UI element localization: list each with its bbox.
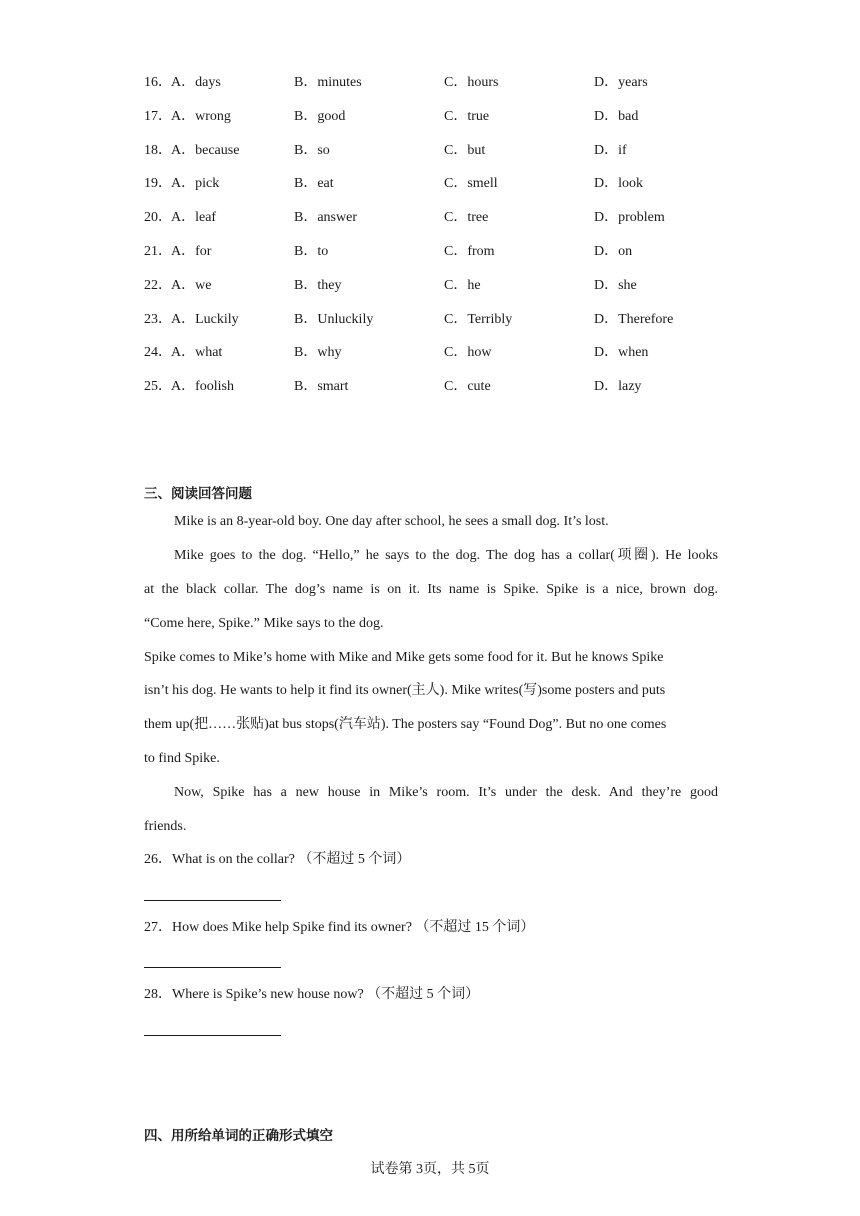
option-b: B．smart — [294, 379, 349, 394]
option-c: C．from — [444, 244, 495, 259]
answer-blank-28[interactable] — [144, 1035, 281, 1036]
option-d: D．years — [594, 75, 648, 90]
question-number: 21． — [144, 244, 172, 259]
passage-line: at the black collar. The dog’s name is on it. Its name is Spike. Spike is a nice, brown dog. — [144, 582, 718, 597]
question-number: 16． — [144, 75, 172, 90]
passage-line: friends. — [144, 819, 187, 834]
option-a: A．days — [171, 75, 221, 90]
option-row-17 — [0, 107, 860, 127]
question-26: 26．What is on the collar? （不超过 5 个词） — [144, 852, 411, 867]
passage-line: “Come here, Spike.” Mike says to the dog. — [144, 616, 384, 631]
option-c: C．cute — [444, 379, 491, 394]
passage-line: them up(把……张贴)at bus stops(汽车站). The posters say “Found Dog”. But no one comes — [144, 717, 667, 732]
passage-line: to find Spike. — [144, 751, 220, 766]
question-27: 27．How does Mike help Spike find its owner? （不超过 15 个词） — [144, 920, 535, 935]
option-d: D．on — [594, 244, 633, 259]
option-row-23 — [0, 310, 860, 330]
option-row-16 — [0, 73, 860, 93]
question-number: 19． — [144, 176, 172, 191]
question-number: 22． — [144, 278, 172, 293]
question-number: 20． — [144, 210, 172, 225]
answer-blank-26[interactable] — [144, 900, 281, 901]
page-footer: 试卷第 3页，共 5页 — [370, 1162, 490, 1177]
option-c: C．how — [444, 345, 492, 360]
option-b: B．so — [294, 143, 330, 158]
option-a: A．what — [171, 345, 223, 360]
option-b: B．they — [294, 278, 342, 293]
option-row-20 — [0, 208, 860, 228]
question-number: 18． — [144, 143, 172, 158]
option-c: C．smell — [444, 176, 498, 191]
option-c: C．tree — [444, 210, 489, 225]
option-c: C．true — [444, 109, 490, 124]
question-number: 24． — [144, 345, 172, 360]
option-b: B．Unluckily — [294, 312, 374, 327]
option-row-25 — [0, 377, 860, 397]
question-28: 28．Where is Spike’s new house now? （不超过 5 个词） — [144, 987, 480, 1002]
section-heading-reading: 三、阅读回答问题 — [144, 486, 252, 502]
option-d: D．if — [594, 143, 627, 158]
option-row-24 — [0, 343, 860, 363]
answer-blank-27[interactable] — [144, 967, 281, 968]
option-d: D．she — [594, 278, 637, 293]
passage-line: Spike comes to Mike’s home with Mike and Mike gets some food for it. But he knows Spike — [144, 650, 664, 665]
option-d: D．bad — [594, 109, 639, 124]
question-number: 25． — [144, 379, 172, 394]
passage-line: isn’t his dog. He wants to help it find its owner(主人). Mike writes(写)some posters and puts — [144, 683, 666, 698]
question-number: 17． — [144, 109, 172, 124]
option-c: C．he — [444, 278, 481, 293]
option-b: B．good — [294, 109, 346, 124]
option-b: B．eat — [294, 176, 334, 191]
passage-line: Mike goes to the dog. “Hello,” he says to the dog. The dog has a collar(项圈). He looks — [174, 548, 718, 563]
option-d: D．look — [594, 176, 643, 191]
option-row-18 — [0, 141, 860, 161]
option-d: D．lazy — [594, 379, 642, 394]
option-row-22 — [0, 276, 860, 296]
option-d: D．when — [594, 345, 649, 360]
option-a: A．for — [171, 244, 212, 259]
option-c: C．hours — [444, 75, 499, 90]
option-row-19 — [0, 174, 860, 194]
option-b: B．why — [294, 345, 342, 360]
option-a: A．leaf — [171, 210, 217, 225]
option-a: A．wrong — [171, 109, 231, 124]
option-b: B．minutes — [294, 75, 362, 90]
option-c: C．Terribly — [444, 312, 513, 327]
option-d: D．Therefore — [594, 312, 674, 327]
option-d: D．problem — [594, 210, 665, 225]
option-a: A．pick — [171, 176, 220, 191]
passage-line: Mike is an 8-year-old boy. One day after school, he sees a small dog. It’s lost. — [174, 514, 609, 529]
section-heading-word-forms: 四、用所给单词的正确形式填空 — [144, 1128, 333, 1144]
option-a: A．foolish — [171, 379, 234, 394]
passage-line: Now, Spike has a new house in Mike’s room. It’s under the desk. And they’re good — [174, 785, 718, 800]
option-a: A．Luckily — [171, 312, 239, 327]
option-a: A．because — [171, 143, 240, 158]
option-b: B．answer — [294, 210, 357, 225]
option-c: C．but — [444, 143, 486, 158]
option-a: A．we — [171, 278, 212, 293]
option-b: B．to — [294, 244, 329, 259]
question-number: 23． — [144, 312, 172, 327]
option-row-21 — [0, 242, 860, 262]
